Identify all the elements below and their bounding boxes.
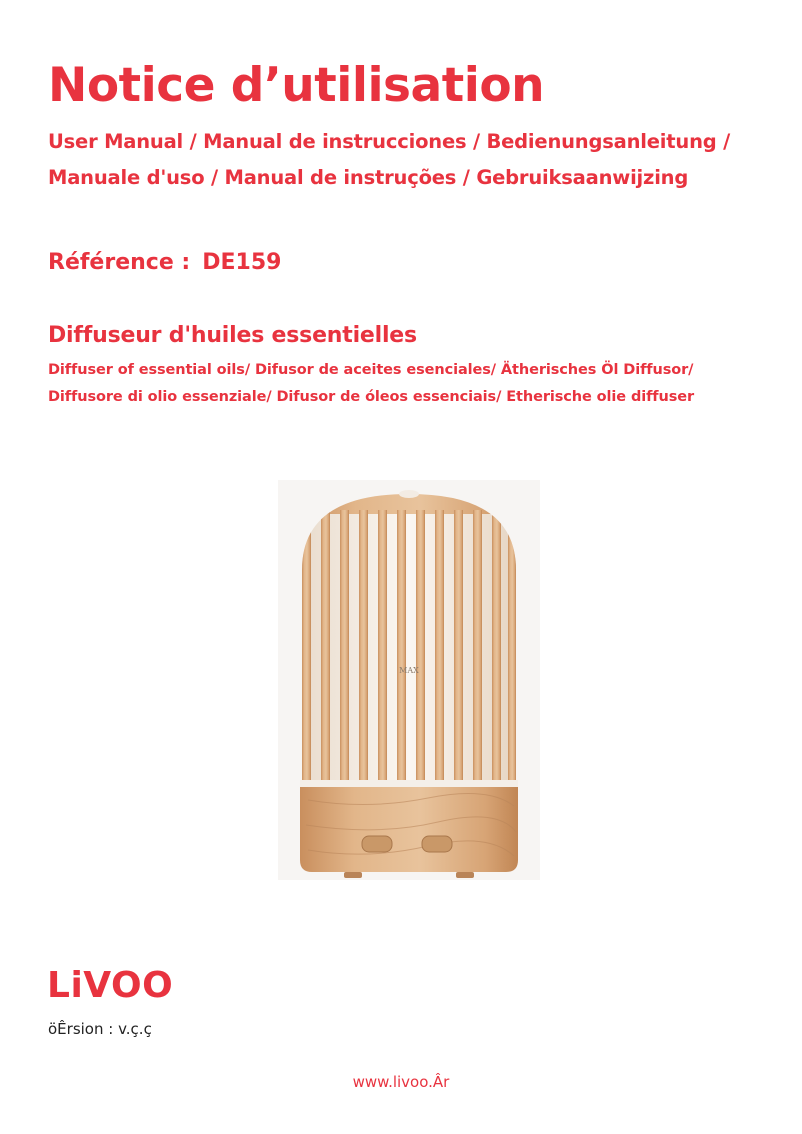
reference <box>48 250 281 275</box>
manual-languages-line-1: User Manual / Manual de instrucciones / Bedienungsanleitung / <box>48 130 731 153</box>
livoo-logo: LiVOO <box>47 965 174 1006</box>
reference-label: Référence : <box>48 250 191 275</box>
product-translations-line-2: Diffusore di olio essenziale/ Difusor de óleos essenciais/ Etherische olie diffuser <box>48 389 695 405</box>
manual-languages-line-2: Manuale d'uso / Manual de instruções / Gebruiksaanwijzing <box>48 166 689 189</box>
max-label: MAX <box>399 666 419 675</box>
reference-value: DE159 <box>202 250 282 275</box>
document-title: Notice d’utilisation <box>48 58 545 113</box>
product-title: Diffuseur d'huiles essentielles <box>48 323 417 348</box>
product-translations-line-1: Diffuser of essential oils/ Difusor de aceites esenciales/ Ätherisches Öl Diffusor/ <box>48 362 694 378</box>
mist-button-icon <box>362 836 392 852</box>
product-image <box>278 480 540 880</box>
version-text: öÊrsion : v.ç.ç <box>48 1020 152 1038</box>
aroma-diffuser-photo <box>278 480 540 880</box>
light-button-icon <box>422 836 452 852</box>
website-link[interactable]: www.livoo.Âr <box>352 1073 450 1091</box>
